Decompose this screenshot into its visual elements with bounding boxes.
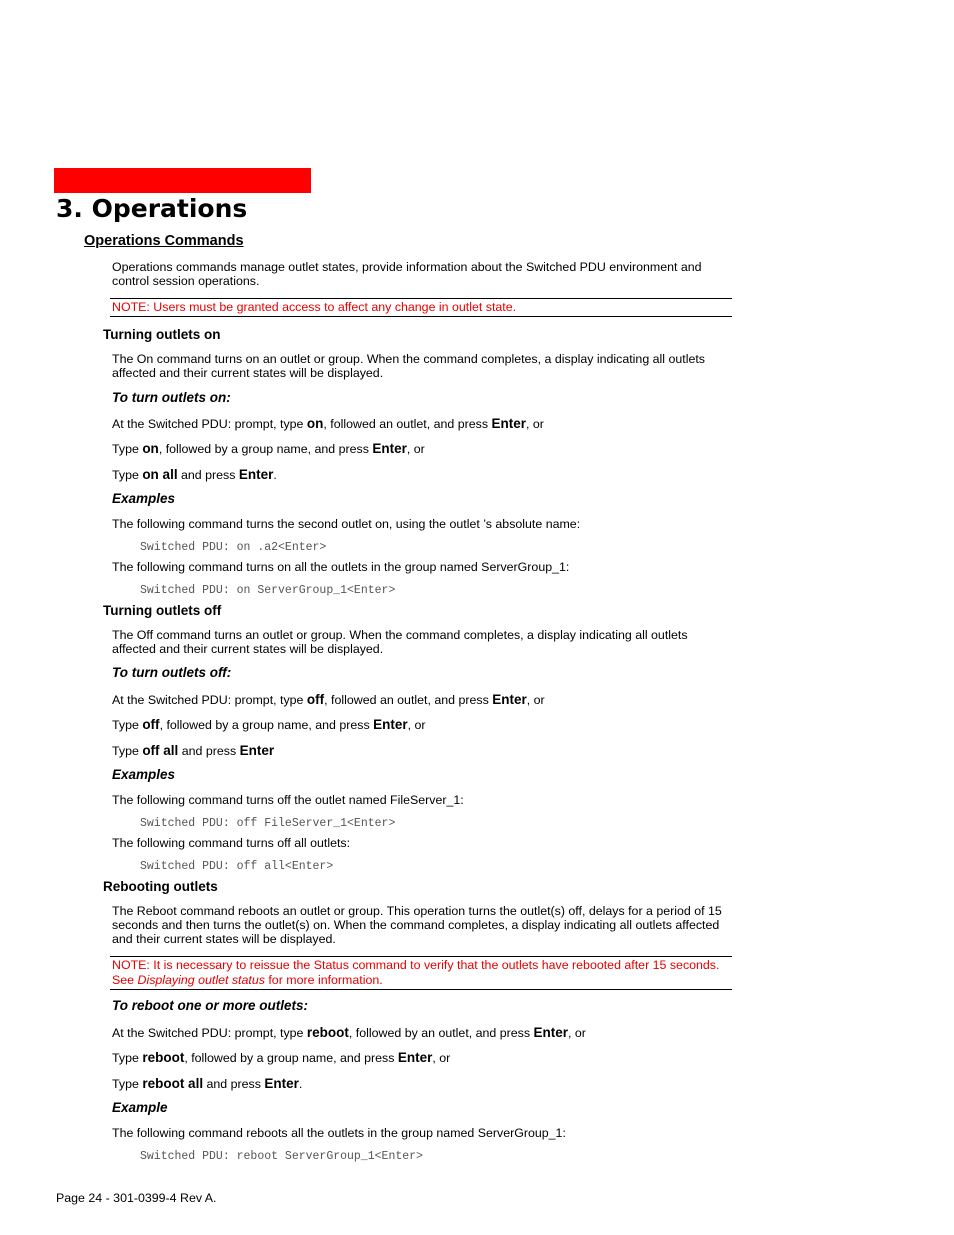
reboot-step-1: At the Switched PDU: prompt, type reboot, followed by an outlet, and press Enter, or — [112, 1025, 586, 1040]
reboot-example-desc: The following command reboots all the outlets in the group named ServerGroup_1: — [112, 1126, 566, 1140]
off-step-2: Type off, followed by a group name, and press Enter, or — [112, 717, 426, 732]
heading-turning-on: Turning outlets on — [103, 327, 221, 342]
on-example-2-desc: The following command turns on all the outlets in the group named ServerGroup_1: — [112, 560, 570, 574]
reboot-step-2: Type reboot, followed by a group name, and press Enter, or — [112, 1050, 451, 1065]
reboot-example-code: Switched PDU: reboot ServerGroup_1<Enter> — [140, 1150, 423, 1163]
off-example-2-desc: The following command turns off all outlets: — [112, 836, 351, 850]
on-step-1: At the Switched PDU: prompt, type on, followed an outlet, and press Enter, or — [112, 416, 544, 431]
off-step-3: Type off all and press Enter — [112, 743, 275, 758]
heading-turning-off: Turning outlets off — [103, 603, 222, 618]
examples-title-off: Examples — [112, 767, 176, 782]
on-step-3: Type on all and press Enter. — [112, 467, 277, 482]
chapter-accent-bar — [54, 168, 311, 193]
off-step-1: At the Switched PDU: prompt, type off, followed an outlet, and press Enter, or — [112, 692, 545, 707]
on-description: The On command turns on an outlet or group. When the command completes, a display indicating all outlets affected and their current states will be displayed. — [112, 352, 706, 380]
page-footer: Page 24 - 301-0399-4 Rev A. — [56, 1191, 217, 1205]
on-example-1-desc: The following command turns the second outlet on, using the outlet ’s absolute name: — [112, 517, 581, 531]
section-title: Operations Commands — [84, 233, 244, 249]
off-example-2-code: Switched PDU: off all<Enter> — [140, 860, 334, 873]
examples-title-on: Examples — [112, 491, 176, 506]
reboot-step-3: Type reboot all and press Enter. — [112, 1076, 303, 1091]
intro-paragraph: Operations commands manage outlet states, provide information about the Switched PDU environment and control session operations. — [112, 260, 702, 288]
on-step-2: Type on, followed by a group name, and press Enter, or — [112, 441, 425, 456]
note-reboot: NOTE: It is necessary to reissue the Status command to verify that the outlets have rebooted after 15 seconds. See Displaying outlet status for more information. — [110, 956, 732, 990]
example-title-reboot: Example — [112, 1100, 168, 1115]
off-example-1-code: Switched PDU: off FileServer_1<Enter> — [140, 817, 396, 830]
procedure-title-off: To turn outlets off: — [112, 665, 232, 680]
procedure-title-reboot: To reboot one or more outlets: — [112, 998, 309, 1013]
off-description: The Off command turns an outlet or group. When the command completes, a display indicating all outlets affected and their current states will be displayed. — [112, 628, 688, 656]
off-example-1-desc: The following command turns off the outlet named FileServer_1: — [112, 793, 464, 807]
heading-rebooting: Rebooting outlets — [103, 879, 218, 894]
note-access: NOTE: Users must be granted access to affect any change in outlet state. — [110, 298, 732, 317]
link-displaying-outlet-status[interactable]: Displaying outlet status — [137, 973, 265, 987]
on-example-1-code: Switched PDU: on .a2<Enter> — [140, 541, 327, 554]
chapter-title: 3. Operations — [56, 194, 248, 223]
on-example-2-code: Switched PDU: on ServerGroup_1<Enter> — [140, 584, 396, 597]
reboot-description: The Reboot command reboots an outlet or group. This operation turns the outlet(s) off, delays for a period of 15 seconds and then turns the outlet(s) on. When the command completes, a display indicating all outlets affected and their current states will be displayed. — [112, 904, 722, 946]
procedure-title-on: To turn outlets on: — [112, 390, 231, 405]
